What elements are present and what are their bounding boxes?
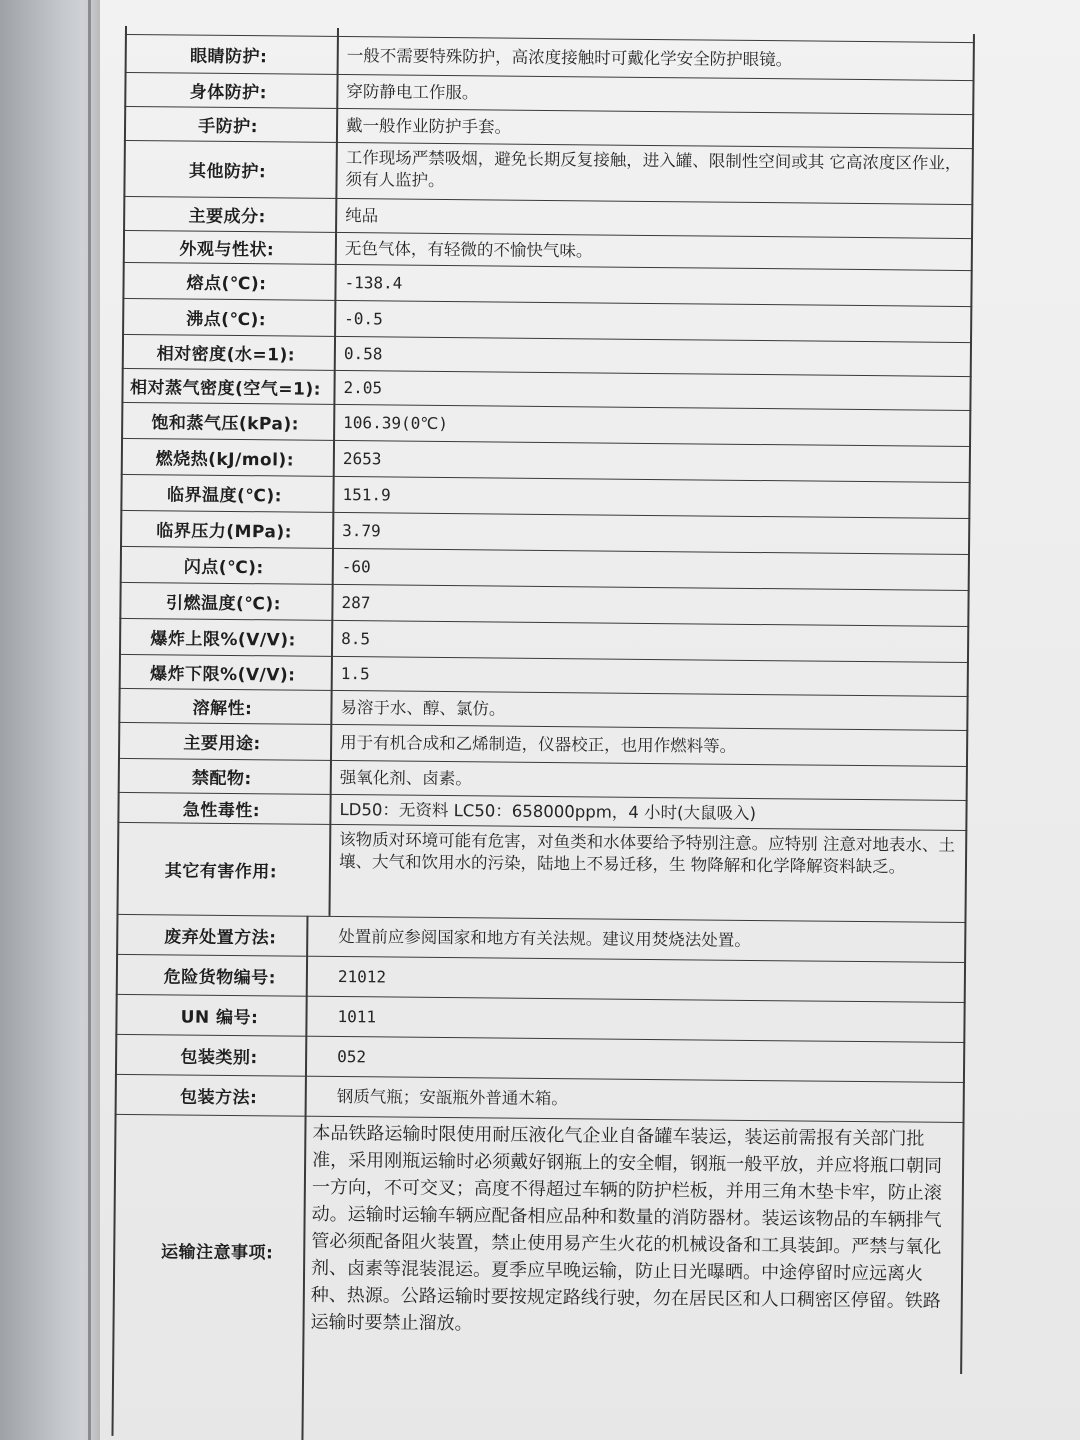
row-value: -0.5 (344, 308, 383, 328)
row-label: 包装类别: (180, 1047, 258, 1069)
row-value: 该物质对环境可能有危害，对鱼类和水体要给予特别注意。应特别 注意对地表水、土壤、大气和饮用水的污染，陆地上不易迁移，生 物降解和化学降解资料缺乏。 (338, 830, 956, 877)
row-label: UN 编号: (180, 1007, 259, 1029)
row-label: 手防护: (198, 116, 259, 138)
row-value: 052 (337, 1046, 367, 1066)
row-label: 临界温度(℃): (166, 485, 283, 507)
row-value: 106.39(0℃) (343, 412, 448, 433)
row-value: 151.9 (342, 484, 391, 504)
row-label: 外观与性状: (179, 239, 275, 261)
book-binding-line (88, 0, 91, 1440)
row-value: 2.05 (343, 377, 383, 397)
row-label: 身体防护: (189, 82, 268, 104)
row-value: -60 (341, 556, 371, 576)
row-value: 3.79 (342, 520, 381, 540)
row-label: 包装方法: (179, 1087, 258, 1109)
row-value: 一般不需要特殊防护，高浓度接触时可戴化学安全防护眼镜。 (346, 45, 793, 69)
row-value: 纯品 (345, 205, 379, 225)
row-label: 引燃温度(℃): (165, 593, 282, 615)
book-page-edge (0, 0, 110, 1440)
row-value: 2653 (342, 448, 382, 468)
row-value: 1011 (337, 1006, 377, 1026)
row-value: 无色气体，有轻微的不愉快气味。 (344, 238, 593, 260)
row-label: 危险货物编号: (163, 967, 277, 989)
row-label: 急性毒性: (182, 800, 261, 822)
row-value: 处置前应参阅国家和地方有关法规。建议用焚烧法处置。 (338, 926, 751, 950)
row-label: 溶解性: (192, 698, 253, 720)
row-label: 相对密度(水=1): (156, 344, 296, 366)
row-label: 相对蒸气密度(空气=1): (129, 377, 322, 400)
msds-table (111, 26, 975, 1440)
row-value: LD50：无资料 LC50：658000ppm，4 小时(大鼠吸入) (339, 799, 757, 823)
row-value: 本品铁路运输时限使用耐压液化气企业自备罐车装运，装运前需报有关部门批准，采用刚瓶运输时必须戴好钢瓶上的安全帽，钢瓶一般平放，并应将瓶口朝同一方向，不可交叉；高度不得超过车辆的防护栏板，并用三角木垫卡牢，防止滚动。运输时运输车辆应配备相应品种和数量的消防器材。装运该物品的车辆排气管必须配备阻火装置，禁止使用易产生火花的机械设备和工具装卸。严禁与氧化剂、卤素等混装混运。夏季应早晚运输，防止日光曝晒。中途停留时应远离火种、热源。公路运输时要按规定路线行驶，勿在居民区和人口稠密区停留。铁路运输时要禁止溜放。 (310, 1122, 943, 1335)
row-label: 沸点(℃): (186, 309, 267, 331)
row-label: 闪点(℃): (183, 557, 264, 579)
row-value: -138.4 (344, 272, 403, 293)
row-value: 戴一般作业防护手套。 (345, 115, 512, 137)
row-value: 穿防静电工作服。 (346, 81, 479, 102)
row-value: 21012 (337, 966, 387, 986)
row-label: 爆炸上限%(V/V): (150, 629, 296, 651)
row-label: 其它有害作用: (164, 861, 278, 883)
row-label: 爆炸下限%(V/V): (149, 664, 296, 686)
row-value: 287 (341, 592, 371, 612)
row-label: 禁配物: (191, 768, 252, 790)
row-label: 饱和蒸气压(kPa): (151, 413, 300, 435)
row-value: 用于有机合成和乙烯制造，仪器校正，也用作燃料等。 (340, 732, 737, 756)
row-label: 废弃处置方法: (164, 927, 277, 949)
row-label: 眼睛防护: (189, 46, 268, 68)
row-label: 运输注意事项: (160, 1242, 274, 1264)
row-label: 熔点(℃): (186, 273, 267, 295)
row-value: 工作现场严禁吸烟，避免长期反复接触，进入罐、限制性空间或其 它高浓度区作业，须有人监护。 (345, 148, 962, 190)
row-value: 钢质气瓶；安瓿瓶外普通木箱。 (336, 1086, 568, 1108)
row-label: 主要用途: (183, 733, 261, 755)
table-row-transport-precautions (112, 1114, 965, 1392)
table-row-other-protection (123, 140, 973, 204)
row-value: 8.5 (341, 628, 371, 648)
row-value: 1.5 (340, 663, 370, 683)
row-label: 临界压力(MPa): (156, 521, 293, 543)
row-value: 易溶于水、醇、氯仿。 (340, 697, 506, 719)
row-label: 主要成分: (188, 206, 266, 228)
row-value: 强氧化剂、卤素。 (339, 767, 472, 788)
row-label: 其他防护: (188, 161, 267, 183)
table-row-other-hazards (116, 822, 967, 922)
row-label: 燃烧热(kJ/mol): (155, 449, 295, 471)
row-value: 0.58 (343, 343, 383, 363)
